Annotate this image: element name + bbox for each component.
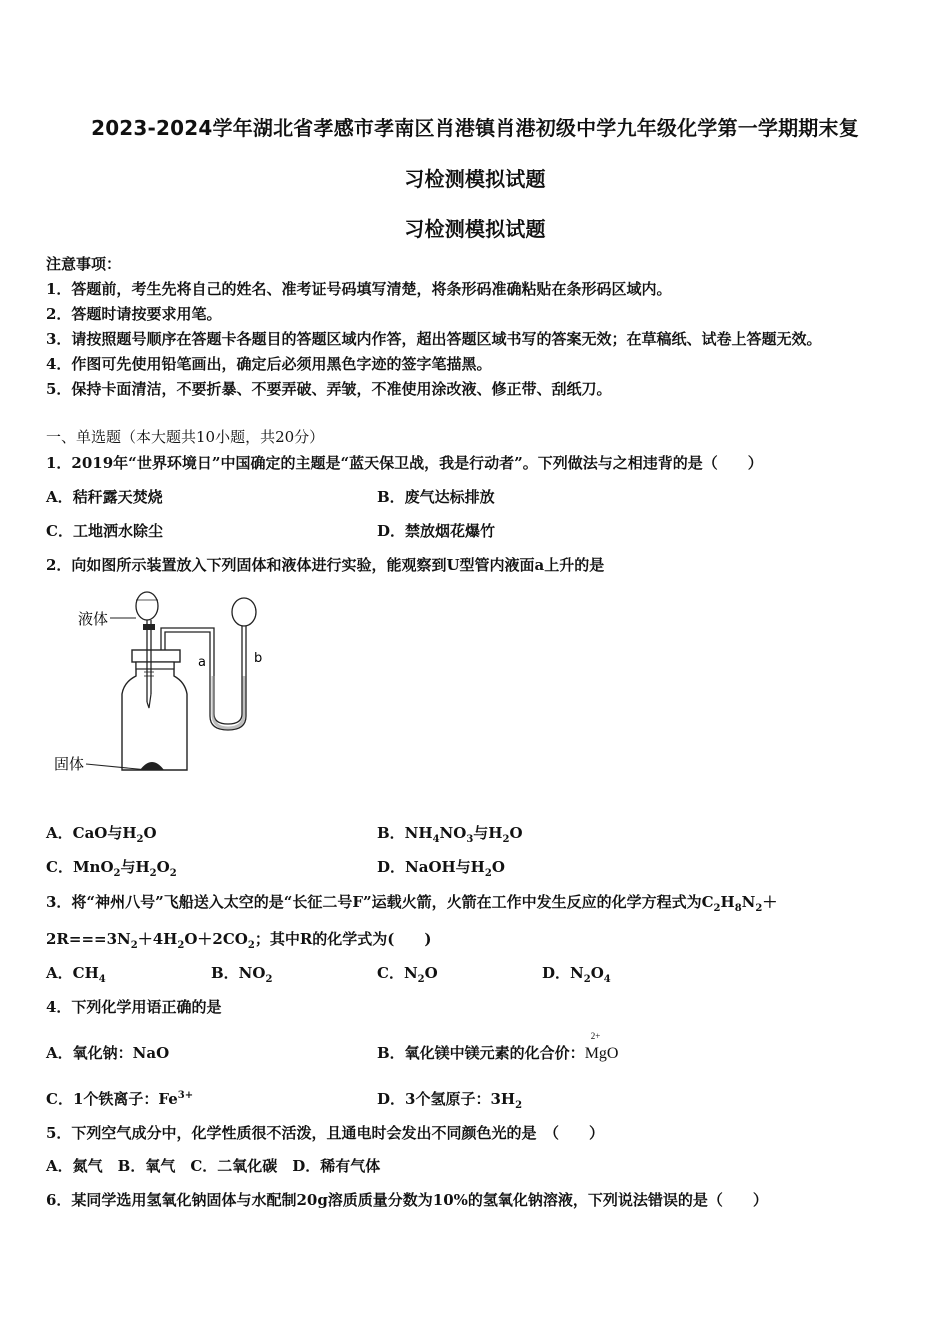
q6-stem: 6．某同学选用氢氧化钠固体与水配制20g溶质质量分数为10%的氢氧化钠溶液，下列说法错误的是（ ） (46, 1191, 768, 1209)
q2-b-text: B．NH (377, 824, 433, 842)
q1-option-b: B．废气达标排放 (377, 488, 495, 506)
exam-title-line3: 习检测模拟试题 (404, 217, 546, 241)
q3-d-text: D．N (542, 964, 584, 982)
q2-d-text: D．NaOH与H (377, 858, 485, 876)
q2-a-text: A．CaO与H (46, 824, 137, 842)
q2-b-text-end: O (509, 824, 523, 842)
notice-item-1: 1．答题前，考生先将自己的姓名、准考证号码填写清楚，将条形码准确粘贴在条形码区域内。 (46, 280, 672, 298)
q1-stem: 1．2019年“世界环境日”中国确定的主题是“蓝天保卫战，我是行动者”。下列做法与之相违背的是（ ） (46, 454, 763, 472)
exam-title-line2: 习检测模拟试题 (404, 167, 546, 191)
label-liquid: 液体 (78, 610, 109, 628)
q3-option-c: C．$N_2O$ (377, 964, 438, 985)
q3-option-d: D．$N_2O_4$ (542, 964, 611, 985)
section-heading: 一、单选题（本大题共10小题，共20分） (46, 428, 325, 446)
q2-b-text-mid: NO (439, 824, 467, 842)
q2-c-text-end: O (156, 858, 170, 876)
q2-b-text-mid2: 与H (473, 824, 503, 842)
q4-d-text: D．3个氢原子：3H (377, 1090, 516, 1108)
notice-heading: 注意事项： (46, 255, 122, 273)
q1-option-a: A．秸秆露天焚烧 (46, 488, 163, 506)
u-tube-apparatus-diagram (44, 584, 284, 780)
label-a: a (198, 655, 206, 670)
q3-a-text: A．CH (46, 964, 99, 982)
q3-stem-a3: N (741, 893, 756, 911)
q4-b-text: B．氧化镁中镁元素的化合价： (377, 1044, 585, 1062)
q4-c-text: C．1个铁离子：Fe (46, 1090, 178, 1108)
q3-stem-line1: 3．将“神州八号”飞船送入太空的是“长征二号F”运载火箭，火箭在工作中发生反应的化学方程式为$C_2H_8N_2+$ (46, 893, 778, 914)
q3-b-text: B．NO (211, 964, 266, 982)
q2-stem: 2．向如图所示装置放入下列固体和液体进行实验，能观察到U型管内液面a上升的是 (46, 556, 605, 574)
q2-d-text-end: O (491, 858, 505, 876)
q2-c-text: C．MnO (46, 858, 114, 876)
q2-c-text-mid: 与H (120, 858, 150, 876)
q3-stem-a4: ＋ (762, 893, 778, 911)
exam-title-line1: 2023-2024学年湖北省孝感市孝南区肖港镇肖港初级中学九年级化学第一学期期末复 (91, 116, 859, 140)
label-solid: 固体 (54, 755, 85, 773)
q4-c-sup: 3+ (177, 1090, 194, 1101)
q3-stem-line2: $2R===3N_2+4H_2O+2CO_2$；其中R的化学式为( ) (46, 930, 432, 951)
q3-option-a: A．$CH_4$ (46, 964, 106, 985)
q2-a-text-end: O (143, 824, 157, 842)
q4-option-d: D．3个氢原子：$3H_2$ (377, 1090, 523, 1111)
q3-option-b: B．$NO_2$ (211, 964, 273, 985)
q3-stem-b4: ；其中R的化学式为( ) (254, 930, 432, 948)
notice-item-3: 3．请按照题号顺序在答题卡各题目的答题区域内作答，超出答题区域书写的答案无效；在草稿纸、试卷上答题无效。 (46, 330, 822, 348)
q4-b-charge: 2+ (590, 1031, 601, 1041)
label-b: b (254, 651, 263, 666)
q3-c-text: C．N (377, 964, 418, 982)
q5-options: A．氮气 B．氧气 C．二氧化碳 D．稀有气体 (46, 1157, 381, 1175)
q2-option-d: D．NaOH与$H_2O$ (377, 858, 505, 879)
q4-option-b (377, 1031, 619, 1063)
q2-option-a: A．CaO与$H_2O$ (46, 824, 157, 845)
q2-option-b: B．$NH_4NO_3$与$H_2O$ (377, 824, 523, 845)
q3-stem-a: 3．将“神州八号”飞船送入太空的是“长征二号F”运载火箭，火箭在工作中发生反应的化学方程式为C (46, 893, 714, 911)
notice-item-2: 2．答题时请按要求用笔。 (46, 305, 222, 323)
q4-b-formula (584, 1031, 619, 1062)
notice-item-5: 5．保持卡面清洁，不要折暴、不要弄破、弄皱，不准使用涂改液、修正带、刮纸刀。 (46, 380, 612, 398)
q3-stem-b3: O＋2CO (184, 930, 248, 948)
q1-option-c: C．工地洒水除尘 (46, 522, 163, 540)
q3-stem-b1: 2R===3N (46, 930, 131, 948)
q4-option-c (46, 1088, 193, 1109)
q5-stem: 5．下列空气成分中，化学性质很不活泼，且通电时会发出不同颜色光的是 （ ） (46, 1124, 604, 1142)
q2-option-c: C．MnO$_2$与$H_2O_2$ (46, 858, 177, 879)
q4-option-a: A．氧化钠：NaO (46, 1044, 170, 1062)
q3-stem-a2: H (720, 893, 735, 911)
q4-b-formula-text: MgO (584, 1045, 619, 1062)
q1-option-d: D．禁放烟花爆竹 (377, 522, 496, 540)
q3-stem-b2: ＋4H (137, 930, 178, 948)
q3-d-text-mid: O (590, 964, 604, 982)
notice-item-4: 4．作图可先使用铅笔画出，确定后必须用黑色字迹的签字笔描黑。 (46, 355, 492, 373)
q4-stem: 4．下列化学用语正确的是 (46, 998, 222, 1016)
q3-c-text-end: O (424, 964, 438, 982)
